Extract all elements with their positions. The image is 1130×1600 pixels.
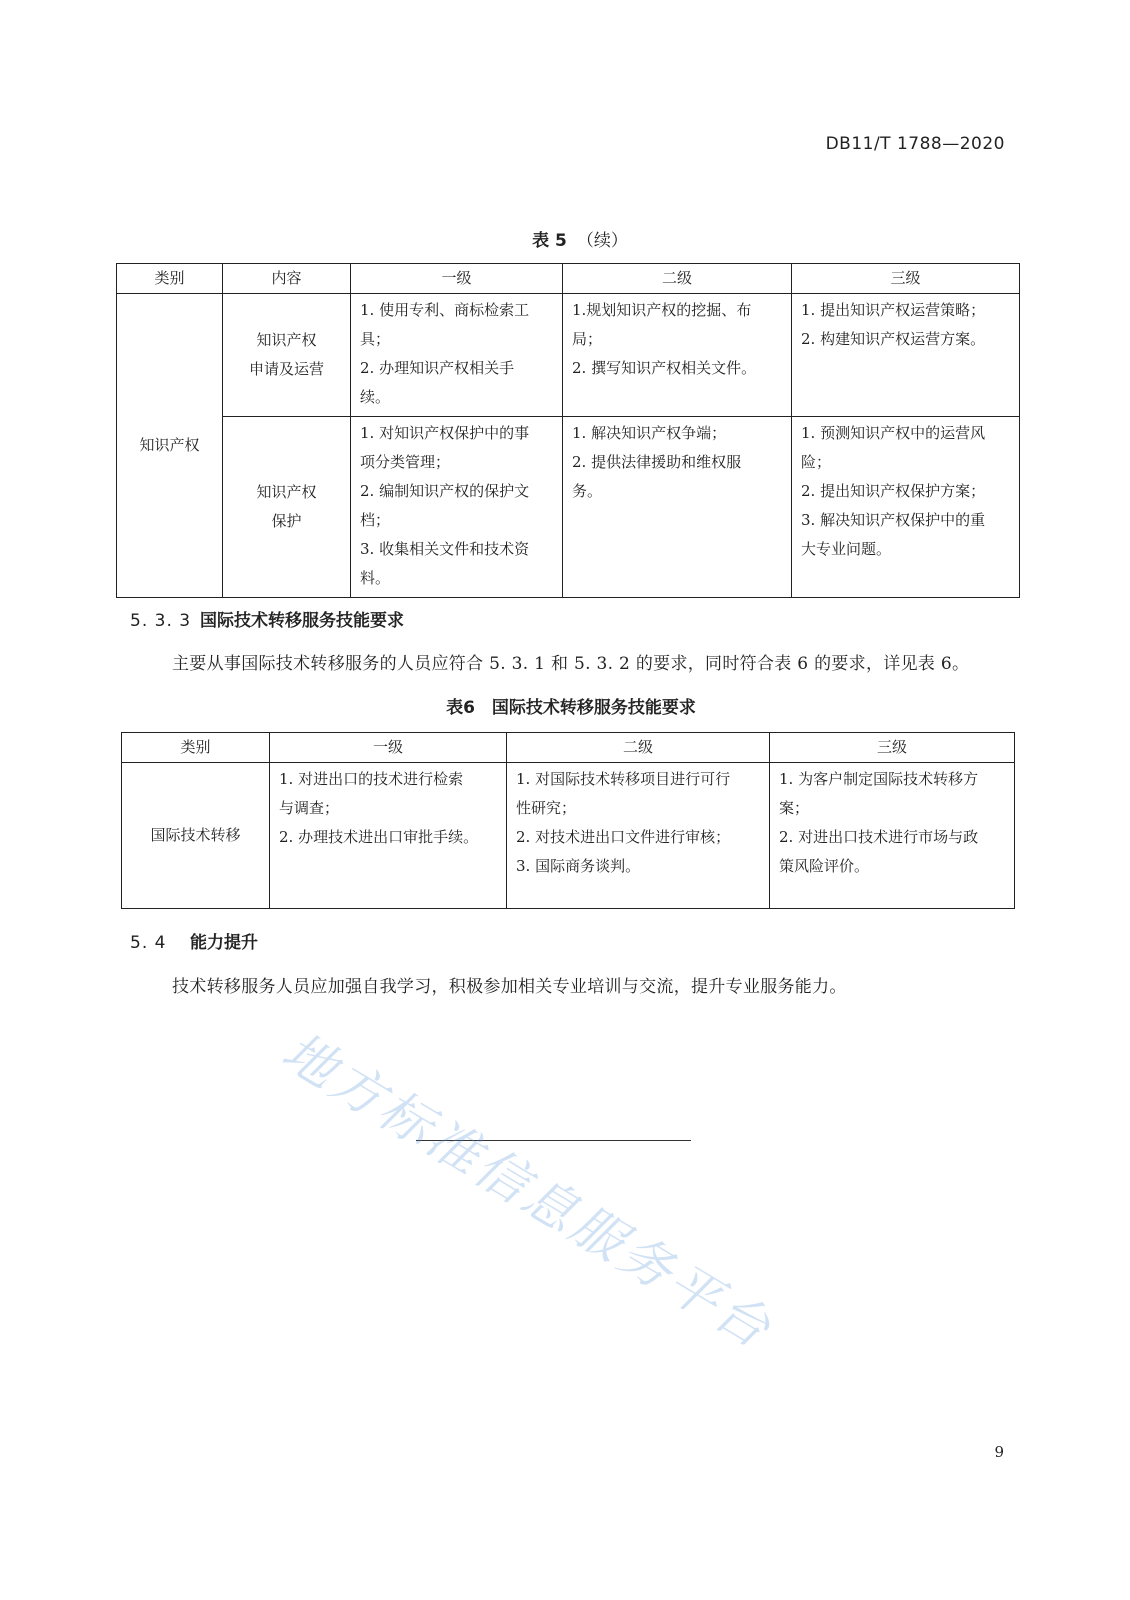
cell-line: 1. 解决知识产权争端；: [572, 424, 727, 442]
table5-level2-cell: [563, 294, 792, 417]
cell-line: 2. 办理知识产权相关手: [360, 359, 515, 377]
table5-content-cell: [223, 294, 351, 417]
page-number: 9: [994, 1443, 1004, 1461]
cell-line: 险；: [801, 453, 832, 471]
table5-caption-title: 表 5: [532, 231, 567, 251]
section-number: 5. 4: [130, 933, 167, 953]
table5-header-level2: 二级: [563, 264, 792, 294]
table6-header-level3: 三级: [770, 733, 1015, 763]
table5-level2-cell: [563, 417, 792, 598]
cell-line: 档；: [360, 511, 391, 529]
cell-line: 务。: [572, 482, 603, 500]
watermark: 地方标准信息服务平台: [271, 1021, 783, 1362]
table5-header-content: 内容: [223, 264, 351, 294]
table6-level3-cell: [770, 763, 1015, 909]
end-divider: [416, 1140, 691, 1141]
table5-header-category: 类别: [117, 264, 223, 294]
table6-level1-cell: [270, 763, 507, 909]
cell-line: 1. 提出知识产权运营策略；: [801, 301, 986, 319]
cell-line: 2. 撰写知识产权相关文件。: [572, 359, 757, 377]
table5: [116, 263, 1020, 598]
table6-level2-cell: [507, 763, 770, 909]
cell-line: 案；: [779, 799, 810, 817]
table6-caption: 表6 国际技术转移服务技能要求: [446, 698, 696, 718]
table5-caption: [0, 226, 1130, 251]
cell-line: 2. 提出知识产权保护方案；: [801, 482, 986, 500]
cell-line: 2. 对进出口技术进行市场与政: [779, 828, 979, 846]
cell-line: 策风险评价。: [779, 857, 870, 875]
table5-header-level1: 一级: [351, 264, 563, 294]
cell-line: 1. 使用专利、商标检索工: [360, 301, 530, 319]
table6-header-level2: 二级: [507, 733, 770, 763]
cell-line: 大专业问题。: [801, 540, 892, 558]
cell-line: 1. 对国际技术转移项目进行可行: [516, 770, 731, 788]
content-line: 申请及运营: [248, 360, 324, 378]
section-paragraph: 主要从事国际技术转移服务的人员应符合 5. 3. 1 和 5. 3. 2 的要求，同时符合表 6 的要求，详见表 6。: [172, 654, 970, 674]
table5-header-level3: 三级: [792, 264, 1020, 294]
section-title: 国际技术转移服务技能要求: [200, 611, 404, 631]
content-line: 知识产权: [256, 331, 317, 349]
cell-line: 项分类管理；: [360, 453, 451, 471]
cell-line: 3. 解决知识产权保护中的重: [801, 511, 986, 529]
content-line: 保护: [271, 512, 302, 530]
cell-line: 具；: [360, 330, 391, 348]
table6-category-cell: [122, 763, 270, 909]
table6-category: 国际技术转移: [150, 826, 241, 844]
cell-line: 性研究；: [516, 799, 577, 817]
cell-line: 局；: [572, 330, 603, 348]
section-title: 能力提升: [190, 933, 258, 953]
table5-level3-cell: [792, 417, 1020, 598]
table6-header-level1: 一级: [270, 733, 507, 763]
cell-line: 3. 收集相关文件和技术资: [360, 540, 530, 558]
table5-level3-cell: [792, 294, 1020, 417]
cell-line: 2. 构建知识产权运营方案。: [801, 330, 986, 348]
cell-line: 2. 对技术进出口文件进行审核；: [516, 828, 731, 846]
section-heading-5-3-3: [130, 606, 404, 631]
section-paragraph: 技术转移服务人员应加强自我学习，积极参加相关专业培训与交流，提升专业服务能力。: [172, 977, 847, 997]
table-row: [117, 294, 1020, 417]
content-line: 知识产权: [256, 483, 317, 501]
table5-caption-cont: （续）: [576, 231, 628, 251]
cell-line: 1. 对进出口的技术进行检索: [279, 770, 464, 788]
table-row: [122, 763, 1015, 909]
table5-content-cell: [223, 417, 351, 598]
table5-level1-cell: [351, 294, 563, 417]
table6: [121, 732, 1015, 909]
table5-header-row: [117, 264, 1020, 294]
cell-line: 1.规划知识产权的挖掘、布: [572, 301, 752, 319]
table5-category-cell: [117, 294, 223, 598]
cell-line: 2. 办理技术进出口审批手续。: [279, 828, 479, 846]
table5-level1-cell: [351, 417, 563, 598]
cell-line: 与调查；: [279, 799, 340, 817]
cell-line: 续。: [360, 388, 391, 406]
cell-line: 料。: [360, 569, 391, 587]
table6-header-row: [122, 733, 1015, 763]
document-code: DB11/T 1788—2020: [825, 134, 1005, 154]
table-row: [117, 417, 1020, 598]
cell-line: 3. 国际商务谈判。: [516, 857, 641, 875]
cell-line: 2. 提供法律援助和维权服: [572, 453, 742, 471]
table5-category: 知识产权: [139, 436, 200, 454]
cell-line: 1. 预测知识产权中的运营风: [801, 424, 986, 442]
cell-line: 1. 对知识产权保护中的事: [360, 424, 530, 442]
table6-header-category: 类别: [122, 733, 270, 763]
cell-line: 1. 为客户制定国际技术转移方: [779, 770, 979, 788]
section-heading-5-4: [130, 928, 258, 953]
cell-line: 2. 编制知识产权的保护文: [360, 482, 530, 500]
section-number: 5. 3. 3: [130, 611, 192, 631]
